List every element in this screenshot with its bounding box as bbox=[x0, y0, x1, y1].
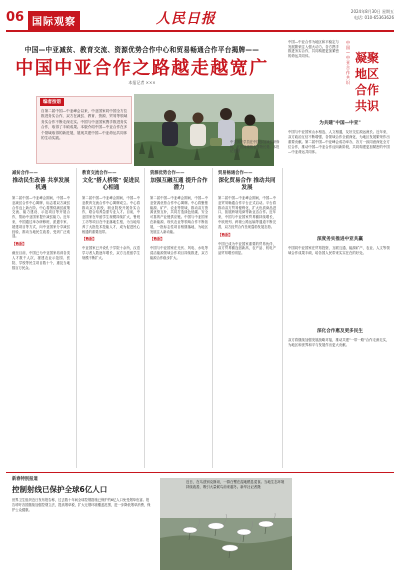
column-body-2: 截至目前，中国已为中亚国家培训各类人才数千人次，援建农业示范园、医院、学校等民生项目数十个，惠及当地数百万民众。 bbox=[12, 251, 70, 270]
article-kicker: 中国—中亚减贫、教育交流、资源优势合作中心和贸易畅通合作平台揭牌—— bbox=[24, 46, 260, 54]
right-subhead-2: 深度务实推进中亚共赢 bbox=[317, 237, 363, 242]
column-divider bbox=[144, 168, 145, 468]
right-body-2: 中国同中亚国家在贸易投资、互联互通、能源矿产、农业、人文等领域合作成果丰硕，给各国人民带来实实在在的好处。 bbox=[288, 246, 390, 255]
brief-body: 世界卫生组织近日发布报告称，过去数十年间全球控烟措施已保护约6亿人口免受烟草危害。报告呼吁各国继续加强控烟立法，提高烟草税，扩大无烟环境覆盖范围，进一步降低烟草消费，保护公众健康。 bbox=[12, 498, 151, 512]
column-education bbox=[82, 170, 140, 261]
column-divider bbox=[76, 168, 77, 468]
editorial-box bbox=[36, 96, 132, 164]
column-data-tag: 【数据】 bbox=[150, 237, 165, 242]
main-photo-caption: 中亚国家学员在中国参加减贫研修班，在田间观察农作物长势。本报记者摄 bbox=[230, 140, 280, 154]
column-trade bbox=[218, 170, 276, 256]
column-data-tag: 【数据】 bbox=[218, 232, 233, 237]
brief-headline: 控制射线已保护全球6亿人口 bbox=[12, 485, 108, 494]
header-rule bbox=[6, 30, 394, 32]
column-divider bbox=[212, 168, 213, 468]
editorial-tag: 编者按语 bbox=[40, 98, 64, 106]
masthead-logo: 人民日报 bbox=[156, 11, 216, 27]
right-body-1: 中国与中亚国家山水相连、人文相通，友好交往源远流长。近年来，双方政治互信不断增强，各领域合作全面深化，为地区发展繁荣作出重要贡献。第二届中国—中亚峰会成功举办，各方一致同意深化全方位合作，推动中国—中亚合作迈向新阶段，共同构建更加紧密的中国—中亚命运共同体。 bbox=[288, 130, 390, 154]
column-body: 第二届中国—中亚峰会期间，中国—中亚减贫合作中心揭牌，标志着双方减贫合作迈上新台阶。中心将围绕减贫政策交流、能力建设、示范项目等开展合作，帮助中亚国家提升减贫能力。近年来，中国通过举办研修班、派遣专家、援建项目等方式，向中亚国家分享减贫经验，推动当地民生改善，受到广泛欢迎。 bbox=[12, 196, 70, 239]
column-headline: 推动民生改善 共享发展机遇 bbox=[12, 178, 70, 191]
article-headline: 中国中亚合作之路越走越宽广 bbox=[15, 58, 269, 79]
column-data-tag: 【数据】 bbox=[12, 242, 27, 247]
right-top-note: 中国—中亚合作为地区和平稳定与发展繁荣注入强大动力。各方携手推进务实合作，共同构建更加紧密的命运共同体。 bbox=[288, 40, 339, 58]
main-photo-image bbox=[134, 94, 274, 166]
section-title: 国际观察 bbox=[28, 11, 80, 30]
column-body: 第二届中国—中亚峰会期间，中国—中亚贸易畅通合作平台正式启动。平台将推动双方贸易便利化，扩大优质商品进口，拓展跨境电商等新业态合作。近年来，中国与中亚国家贸易额持续增长，中欧班列、跨境公路运输等通道不断完善，双方经贸合作呈现蓬勃发展态势。 bbox=[218, 196, 276, 229]
column-body-2: 中国与中亚国家在光伏、风电、水电等清洁能源领域合作项目持续推进，双方能源合作稳步扩大。 bbox=[150, 246, 208, 260]
main-photo bbox=[134, 94, 274, 166]
page-number: 06 bbox=[6, 10, 25, 25]
section-rule bbox=[6, 472, 394, 473]
column-label: 贸易畅通合作—— bbox=[218, 171, 253, 176]
right-vertical-label: 中国—中亚合作共识 bbox=[346, 40, 350, 85]
column-divider bbox=[282, 168, 283, 468]
column-headline: 深化贸易合作 推动共同发展 bbox=[218, 178, 276, 191]
column-resources bbox=[150, 170, 208, 261]
right-body-3: 双方将继续加强发展战略对接，推动共建"一带一路"合作走深走实，为地区和世界和平与发展作出更大贡献。 bbox=[288, 338, 390, 347]
column-data-tag: 【数据】 bbox=[82, 237, 97, 242]
right-subhead-1: 为共建"中国—中亚" bbox=[319, 121, 361, 126]
column-body: 第二届中国—中亚峰会期间，中国—中亚资源优势合作中心揭牌。中心将聚焦能源、矿产、农业等领域，推动双方资源优势互补，共同打造绿色低碳、安全可靠的产业链供应链。中国与中亚国家在新能源、现代农业等领域合作不断拓展，一批标志性项目相继落地，为地区发展注入新动能。 bbox=[150, 196, 208, 234]
brief-tag: 新春特别报道 bbox=[12, 477, 38, 482]
bottom-photo bbox=[160, 478, 292, 570]
column-body: 第二届中国—中亚峰会期间，中国—中亚教育交流合作中心揭牌成立。中心将推动双方高校、职业院校开展务实合作，联合培养急需专业人才。目前，中亚国家在华留学生规模持续扩大，鲁班工坊等项目在中亚落地生根，为当地培养了大批技术技能人才，成为促进民心相通的重要纽带。 bbox=[82, 196, 140, 234]
column-label: 教育交流合作—— bbox=[82, 171, 117, 176]
column-label: 资源优势合作—— bbox=[150, 171, 185, 176]
column-headline: 文化"搭人桥梁" 促进民心相通 bbox=[82, 178, 140, 191]
bottom-photo-caption: 近日，在乌兹别克斯坦，一群白鹭在湿地栖息觅食。当地生态环境持续改善，吸引大量候鸟前来越冬。新华社记者摄 bbox=[186, 480, 285, 489]
date-line: 2024年8月30日 星期五 bbox=[350, 9, 394, 14]
column-body-2: 中亚国家已开设孔子学院十余所，汉语学习者人数逐年增长，双方互派留学生规模不断扩大。 bbox=[82, 246, 140, 260]
news-brief bbox=[12, 476, 152, 512]
phone-line: 电话: 010-65363626 bbox=[353, 15, 394, 20]
column-poverty bbox=[12, 170, 70, 270]
column-headline: 加强互融互通 提升合作潜力 bbox=[150, 178, 208, 191]
column-label: 减贫合作—— bbox=[12, 171, 38, 176]
right-title: 凝聚地区合作共识 bbox=[355, 51, 380, 113]
page-header bbox=[6, 8, 394, 28]
editorial-text: 自第二届中国—中亚峰会以来，中亚国家同中国全方位推进务实合作，双方在减贫、教育、资源、贸易等领域务实合作不断走深走实。中国与中亚国家携手推进务实合作，取得了丰硕成果。本版介绍中国—中亚合作在多个领域取得的新进展，展现共建中国—中亚命运共同体的生动实践。 bbox=[41, 109, 128, 141]
header-date bbox=[351, 9, 394, 21]
column-body-2: 中国已成为中亚国家重要的贸易伙伴，双方贸易额连创新高，农产品、机电产品贸易增长明显。 bbox=[218, 241, 276, 256]
article-byline: 本报记者 ××× bbox=[128, 80, 156, 85]
bottom-photo-image bbox=[160, 478, 292, 570]
right-subhead-3: 深化合作惠及更多民生 bbox=[317, 329, 363, 334]
